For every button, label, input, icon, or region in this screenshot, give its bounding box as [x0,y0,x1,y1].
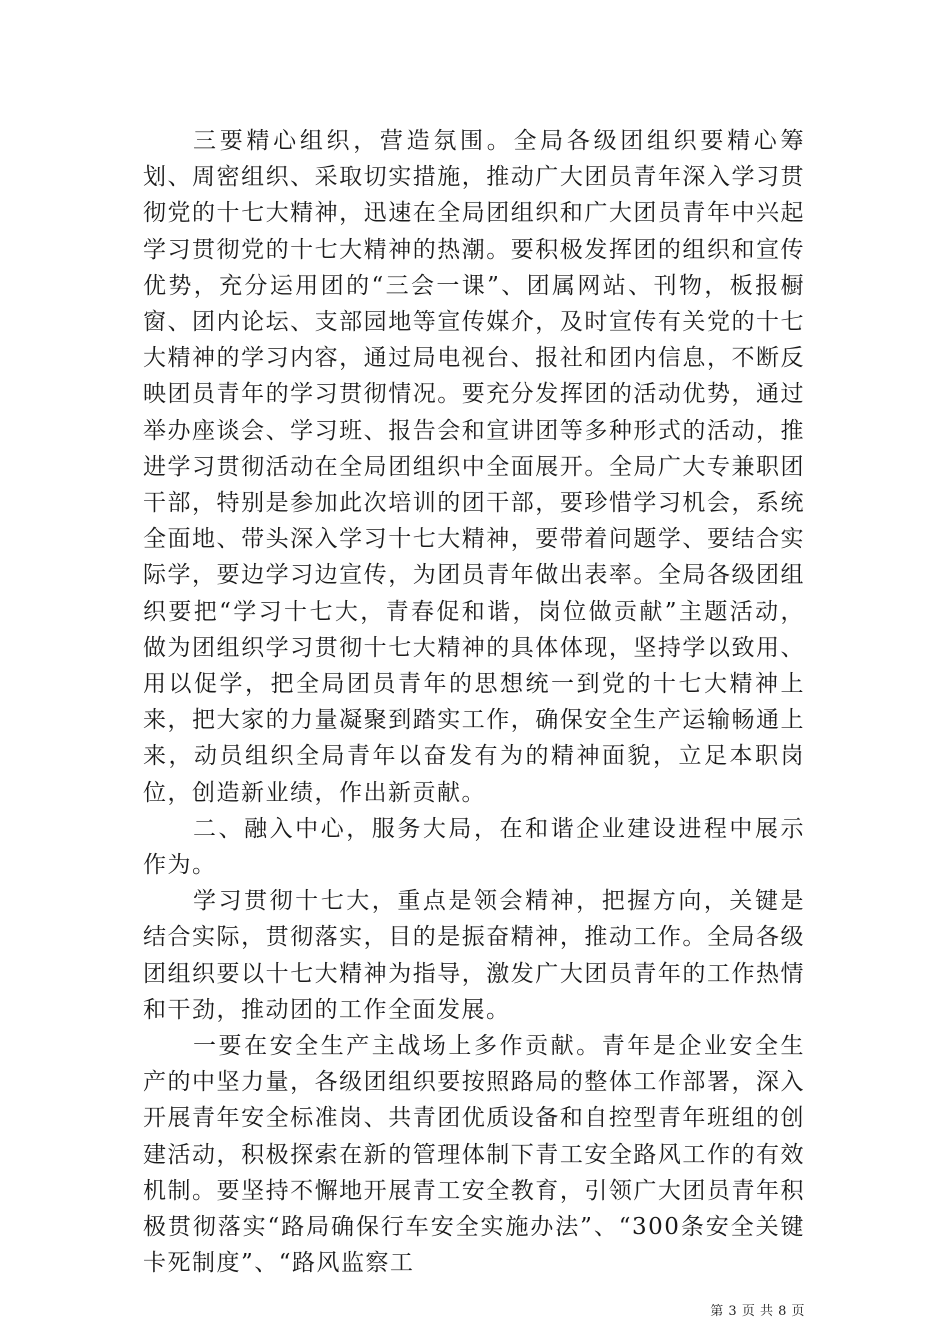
section-heading-two: 二、融入中心，服务大局，在和谐企业建设进程中展示作为。 [143,815,805,879]
page-number-footer: 第 3 页 共 8 页 [710,1304,805,1319]
paragraph-safety-production: 一要在安全生产主战场上多作贡献。青年是企业安全生产的中坚力量，各级团组织要按照路局的整体工作部署，深入开展青年安全标准岗、共青团优质设备和自控型青年班组的创建活动，积极探索在新的管理体制下青工安全路风工作的有效机制。要坚持不懈地开展青工安全教育，引领广大团员青年积极贯彻落实“路局确保行车安全实施办法”、“300条安全关键卡死制度”、“路风监察工 [143,1033,805,1277]
document-body [143,123,805,1282]
paragraph-study-implementation: 学习贯彻十七大，重点是领会精神，把握方向，关键是结合实际，贯彻落实，目的是振奋精神，推动工作。全局各级团组织要以十七大精神为指导，激发广大团员青年的工作热情和干劲，推动团的工作全面发展。 [143,888,805,1023]
paragraph-organize-atmosphere: 三要精心组织，营造氛围。全局各级团组织要精心筹划、周密组织、采取切实措施，推动广大团员青年深入学习贯彻党的十七大精神，迅速在全局团组织和广大团员青年中兴起学习贯彻党的十七大精神的热潮。要积极发挥团的组织和宣传优势，充分运用团的“三会一课”、团属网站、刊物，板报橱窗、团内论坛、支部园地等宣传媒介，及时宣传有关党的十七大精神的学习内容，通过局电视台、报社和团内信息，不断反映团员青年的学习贯彻情况。要充分发挥团的活动优势，通过举办座谈会、学习班、报告会和宣讲团等多种形式的活动，推进学习贯彻活动在全局团组织中全面展开。全局广大专兼职团干部，特别是参加此次培训的团干部，要珍惜学习机会，系统全面地、带头深入学习十七大精神，要带着问题学、要结合实际学，要边学习边宣传，为团员青年做出表率。全局各级团组织要把“学习十七大，青春促和谐，岗位做贡献”主题活动，做为团组织学习贯彻十七大精神的具体体现，坚持学以致用、用以促学，把全局团员青年的思想统一到党的十七大精神上来，把大家的力量凝聚到踏实工作，确保安全生产运输畅通上来，动员组织全局青年以奋发有为的精神面貌，立足本职岗位，创造新业绩，作出新贡献。 [143,128,805,806]
